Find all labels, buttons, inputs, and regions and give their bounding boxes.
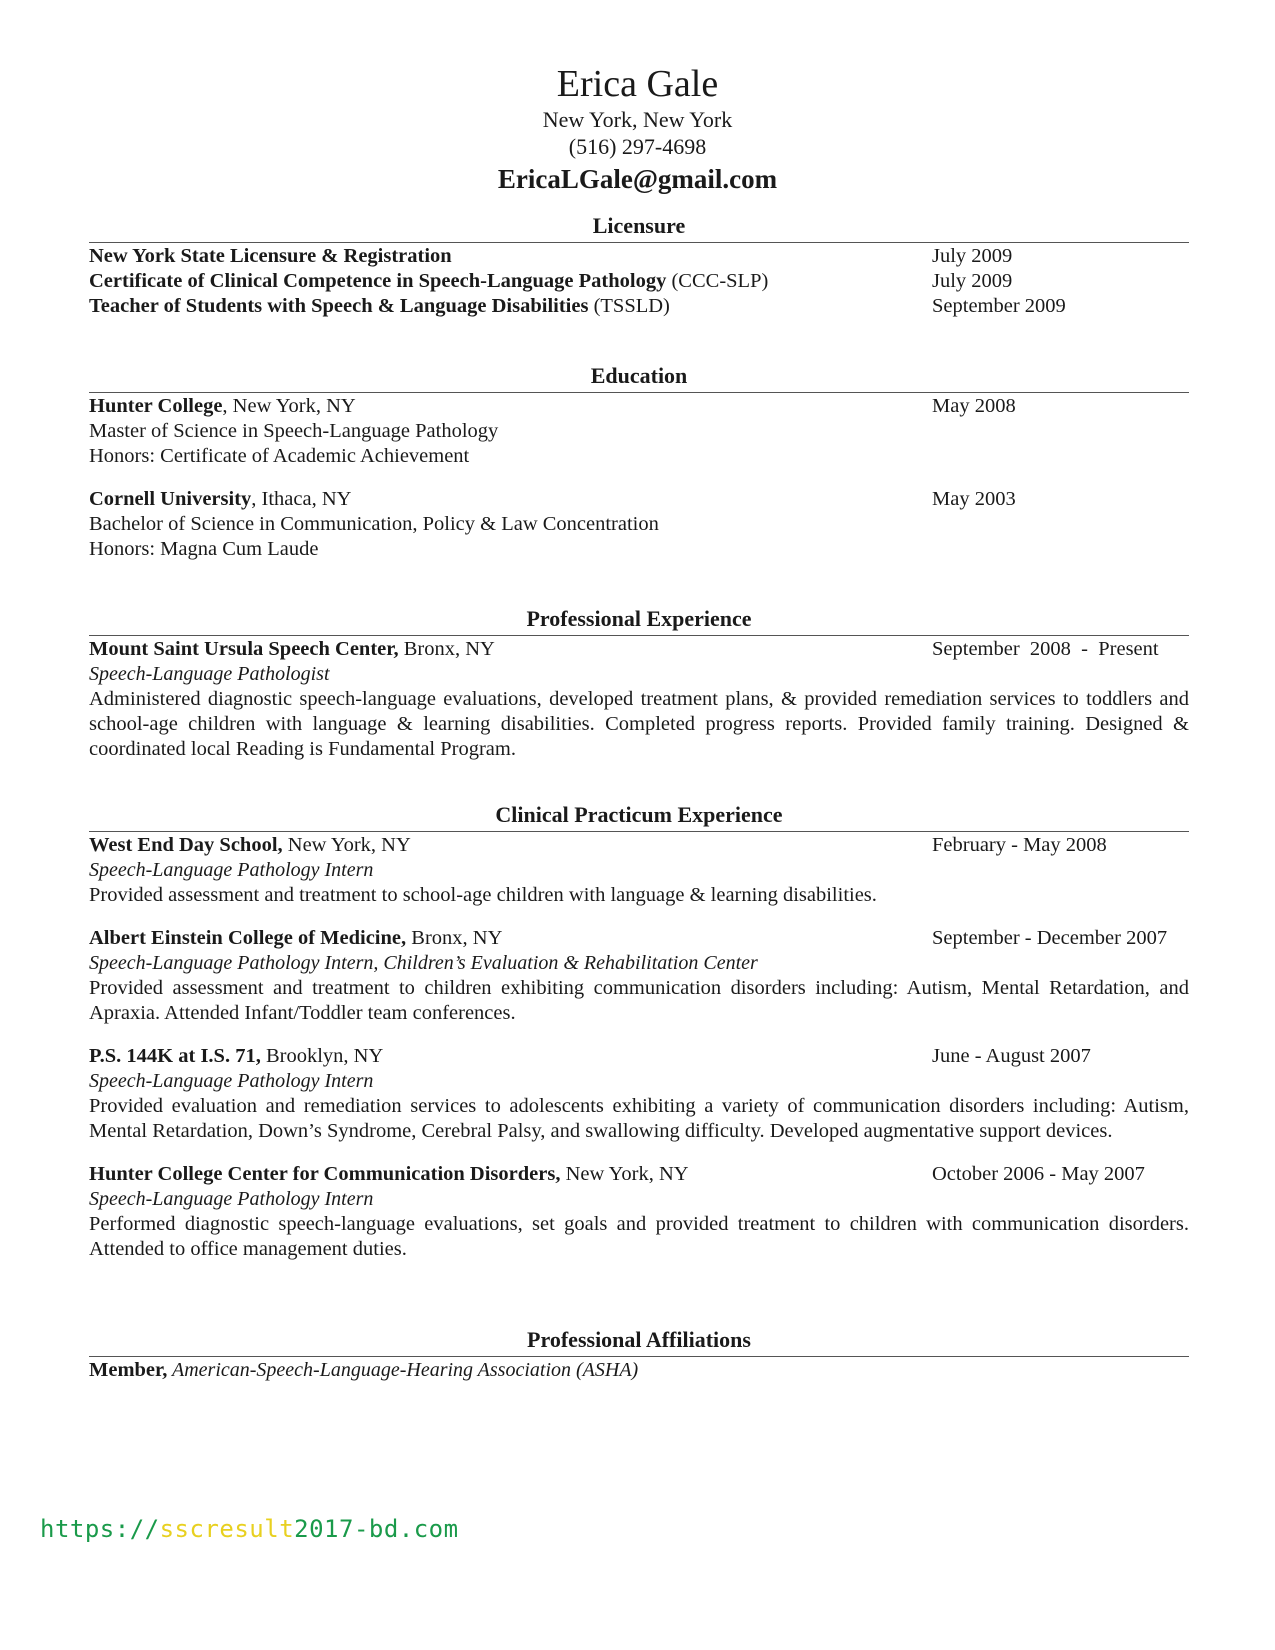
license-date: July 2009	[932, 245, 1013, 267]
practicum-org: P.S. 144K at I.S. 71,	[89, 1045, 261, 1067]
education-section	[89, 363, 1189, 580]
practicum-date: September - December 2007	[932, 927, 1168, 949]
school-location: , New York, NY	[222, 395, 356, 417]
practicum-role: Speech-Language Pathology Intern	[89, 1070, 374, 1092]
license-date: July 2009	[932, 270, 1013, 292]
practicum-location: New York, NY	[282, 834, 411, 856]
license-date: September 2009	[932, 295, 1066, 317]
school-location: , Ithaca, NY	[251, 488, 352, 510]
license-abbr: (CCC-SLP)	[666, 270, 769, 292]
watermark-mid: sscresult	[159, 1515, 295, 1543]
licensure-item	[89, 294, 1189, 319]
candidate-email[interactable]: EricaLGale@gmail.com	[497, 164, 778, 194]
experience-section	[89, 606, 1189, 780]
practicum-date: October 2006 - May 2007	[932, 1163, 1145, 1185]
experience-title: Professional Experience	[89, 606, 1189, 636]
practicum-description: Provided evaluation and remediation services to adolescents exhibiting a variety of communication disorders including: Autism, Mental Retardation, Down’s Syndrome, Cerebral Palsy, and swallowing difficulty. Developed augmentative support devices.	[89, 1095, 1189, 1142]
practicum-description: Provided assessment and treatment to children exhibiting communication disorders including: Autism, Mental Retardation, and Apraxia. Attended Infant/Toddler team conferences.	[89, 977, 1189, 1024]
school-entry	[89, 394, 1189, 469]
practicum-entry	[89, 1162, 1189, 1262]
school-honors: Honors: Certificate of Academic Achievement	[89, 445, 470, 467]
practicum-role: Speech-Language Pathology Intern, Children’s Evaluation & Rehabilitation Center	[89, 952, 758, 974]
practicum-role: Speech-Language Pathology Intern	[89, 859, 374, 881]
practicum-description: Performed diagnostic speech-language evaluations, set goals and provided treatment to children with communication disorders. Attended to office management duties.	[89, 1213, 1189, 1260]
licensure-item	[89, 269, 1189, 294]
resume-header	[0, 62, 1275, 196]
practicum-location: Bronx, NY	[406, 927, 503, 949]
practicum-entry	[89, 833, 1189, 908]
practicum-entry	[89, 926, 1189, 1026]
job-description: Administered diagnostic speech-language evaluations, developed treatment plans, & provided remediation services to toddlers and school-age children with language & learning disabilities. Completed progress reports. Provided family training. Designed & coordinated local Reading is Fundamental Program.	[89, 688, 1189, 760]
watermark-url	[40, 1515, 459, 1543]
candidate-phone: (516) 297-4698	[568, 134, 707, 159]
school-honors: Honors: Magna Cum Laude	[89, 538, 319, 560]
licensure-title: Licensure	[89, 213, 1189, 243]
job-entry	[89, 637, 1189, 762]
school-degree: Bachelor of Science in Communication, Policy & Law Concentration	[89, 513, 659, 535]
practicum-section	[89, 802, 1189, 1280]
practicum-location: Brooklyn, NY	[260, 1045, 384, 1067]
license-name: Teacher of Students with Speech & Language Disabilities	[89, 295, 589, 317]
licensure-item	[89, 244, 1189, 269]
practicum-title: Clinical Practicum Experience	[89, 802, 1189, 832]
candidate-name: Erica Gale	[556, 63, 719, 105]
affiliation-item	[89, 1358, 1189, 1383]
job-date: September 2008 - Present	[932, 638, 1159, 660]
school-name: Cornell University	[89, 488, 252, 510]
school-degree: Master of Science in Speech-Language Pathology	[89, 420, 499, 442]
practicum-org: Hunter College Center for Communication Disorders,	[89, 1163, 561, 1185]
watermark-prefix: https://	[40, 1515, 160, 1543]
practicum-description: Provided assessment and treatment to school-age children with language & learning disabilities.	[89, 884, 877, 906]
affiliations-section	[89, 1327, 1189, 1383]
school-date: May 2003	[932, 488, 1016, 510]
license-name: Certificate of Clinical Competence in Speech-Language Pathology	[89, 270, 667, 292]
school-entry	[89, 487, 1189, 562]
practicum-location: New York, NY	[560, 1163, 689, 1185]
license-abbr: (TSSLD)	[588, 295, 670, 317]
school-name: Hunter College	[89, 395, 223, 417]
school-date: May 2008	[932, 395, 1016, 417]
candidate-city: New York, New York	[542, 107, 733, 132]
affiliation-org: American-Speech-Language-Hearing Association (ASHA)	[167, 1359, 639, 1381]
practicum-date: June - August 2007	[932, 1045, 1091, 1067]
job-role: Speech-Language Pathologist	[89, 663, 330, 685]
job-org: Mount Saint Ursula Speech Center,	[89, 638, 399, 660]
affiliations-title: Professional Affiliations	[89, 1327, 1189, 1357]
licensure-section	[89, 213, 1189, 319]
member-label: Member,	[89, 1359, 168, 1381]
job-location: Bronx, NY	[398, 638, 495, 660]
practicum-org: Albert Einstein College of Medicine,	[89, 927, 407, 949]
license-name: New York State Licensure & Registration	[89, 245, 452, 267]
practicum-date: February - May 2008	[932, 834, 1107, 856]
practicum-role: Speech-Language Pathology Intern	[89, 1188, 374, 1210]
practicum-org: West End Day School,	[89, 834, 283, 856]
education-title: Education	[89, 363, 1189, 393]
watermark-suffix: 2017-bd.com	[294, 1515, 459, 1543]
practicum-entry	[89, 1044, 1189, 1144]
